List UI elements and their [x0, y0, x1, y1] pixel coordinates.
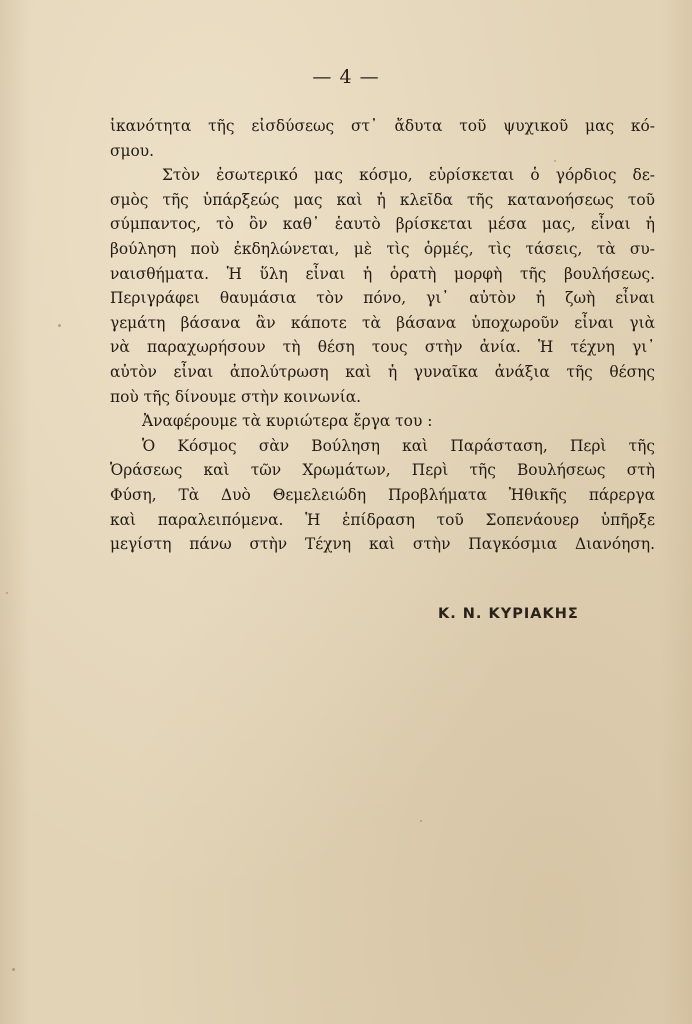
text-line: αὐτὸν εἶναι ἀπολύτρωση καὶ ἡ γυναῖκα ἀνάξια τῆς θέσης [110, 362, 655, 381]
text-line: ἱκανότητα τῆς εἰσδύσεως στ᾽ ἄδυτα τοῦ ψυχικοῦ μας κό- [110, 117, 655, 135]
text-line: σύμπαντος, τὸ ὂν καθ᾽ ἑαυτὸ βρίσκεται μέσα μας, εἶναι ἡ [110, 215, 655, 234]
paper-speck [6, 592, 8, 594]
paper-speck [554, 160, 556, 162]
text-line: μεγίστη πάνω στὴν Τέχνη καὶ στὴν Παγκόσμια Διανόηση. [110, 535, 655, 554]
paper-speck [58, 324, 61, 327]
text-line: ποὺ τῆς δίνουμε στὴν κοινωνία. [110, 387, 362, 406]
paper-speck [12, 968, 15, 971]
paper-speck [420, 820, 422, 822]
text-line: Στὸν ἐσωτερικό μας κόσμο, εὑρίσκεται ὁ γόρδιος δε- [162, 166, 655, 185]
text-line: Περιγράφει θαυμάσια τὸν πόνο, γι᾽ αὐτὸν ἡ ζωὴ εἶναι [110, 289, 655, 308]
text-line: Φύση, Τὰ Δυὸ Θεμελειώδη Προβλήματα Ἠθικῆς πάρεργα [110, 485, 655, 504]
page-number: — 4 — [312, 66, 380, 88]
text-line: νὰ παραχωρήσουν τὴ θέση τους στὴν ἀνία. Ἡ τέχνη γι᾽ [110, 338, 655, 357]
text-line: Ὁράσεως καὶ τῶν Χρωμάτων, Περὶ τῆς Βουλήσεως στὴ [110, 461, 655, 480]
text-line: σμου. [110, 141, 155, 160]
text-line: γεμάτη βάσανα ἂν κάποτε τὰ βάσανα ὑποχωροῦν εἶναι γιὰ [110, 313, 655, 332]
text-line: Ὁ Κόσμος σὰν Βούληση καὶ Παράσταση, Περὶ τῆς [142, 436, 655, 455]
text-line: σμὸς τῆς ὑπάρξεώς μας καὶ ἡ κλεῖδα τῆς κατανοήσεως τοῦ [110, 190, 655, 209]
text-line: ναισθήματα. Ἡ ὕλη εἶναι ἡ ὁρατὴ μορφὴ τῆς βουλήσεως. [110, 264, 655, 283]
text-line: βούληση ποὺ ἐκδηλώνεται, μὲ τὶς ὁρμές, τὶς τάσεις, τὰ συ- [110, 239, 655, 258]
text-line: Ἀναφέρουμε τὰ κυριώτερα ἔργα του : [142, 412, 433, 431]
text-line: καὶ παραλειπόμενα. Ἡ ἐπίδραση τοῦ Σοπενάουερ ὑπῆρξε [110, 510, 655, 529]
body-text [110, 114, 655, 557]
author-signature: Κ. Ν. ΚΥΡΙΑΚΗΣ [438, 606, 579, 622]
